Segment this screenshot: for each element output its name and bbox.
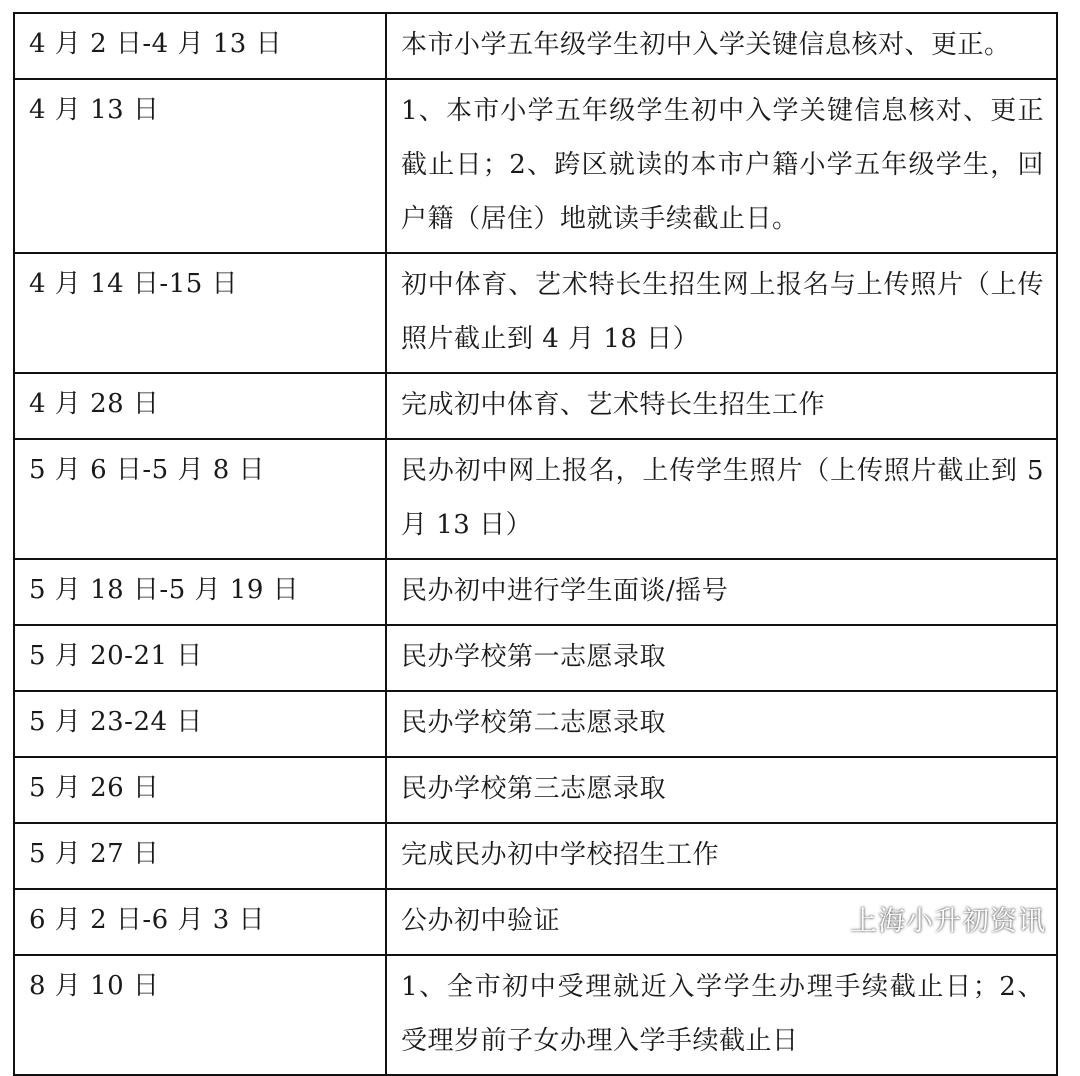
table-row	[14, 691, 1057, 757]
table-row	[14, 373, 1057, 439]
event-cell: 本市小学五年级学生初中入学关键信息核对、更正。	[386, 13, 1057, 79]
event-cell: 公办初中验证	[386, 889, 1057, 955]
wechat-icon	[806, 903, 842, 933]
event-cell: 民办初中进行学生面谈/摇号	[386, 559, 1057, 625]
date-cell: 6 月 2 日-6 月 3 日	[14, 889, 386, 955]
event-cell: 民办初中网上报名，上传学生照片（上传照片截止到 5 月 13 日）	[386, 439, 1057, 559]
table-row	[14, 439, 1057, 559]
event-cell: 1、本市小学五年级学生初中入学关键信息核对、更正截止日；2、跨区就读的本市户籍小学五年级学生，回户籍（居住）地就读手续截止日。	[386, 79, 1057, 253]
date-cell: 4 月 28 日	[14, 373, 386, 439]
date-cell: 5 月 26 日	[14, 757, 386, 823]
date-cell: 4 月 14 日-15 日	[14, 253, 386, 373]
table-row	[14, 955, 1057, 1075]
event-cell: 民办学校第一志愿录取	[386, 625, 1057, 691]
table-row	[14, 823, 1057, 889]
event-cell: 民办学校第三志愿录取	[386, 757, 1057, 823]
date-cell: 5 月 18 日-5 月 19 日	[14, 559, 386, 625]
table-row	[14, 625, 1057, 691]
table-row	[14, 559, 1057, 625]
event-cell: 初中体育、艺术特长生招生网上报名与上传照片（上传照片截止到 4 月 18 日）	[386, 253, 1057, 373]
table-row	[14, 13, 1057, 79]
table-row	[14, 79, 1057, 253]
date-cell: 4 月 13 日	[14, 79, 386, 253]
date-cell: 5 月 6 日-5 月 8 日	[14, 439, 386, 559]
event-cell: 完成初中体育、艺术特长生招生工作	[386, 373, 1057, 439]
date-cell: 4 月 2 日-4 月 13 日	[14, 13, 386, 79]
date-cell: 8 月 10 日	[14, 955, 386, 1075]
watermark	[802, 898, 1050, 938]
date-cell: 5 月 20-21 日	[14, 625, 386, 691]
date-cell: 5 月 23-24 日	[14, 691, 386, 757]
table-row	[14, 253, 1057, 373]
date-cell: 5 月 27 日	[14, 823, 386, 889]
event-cell: 1、全市初中受理就近入学学生办理手续截止日；2、受理岁前子女办理入学手续截止日	[386, 955, 1057, 1075]
table-row	[14, 757, 1057, 823]
event-cell: 完成民办初中学校招生工作	[386, 823, 1057, 889]
event-cell: 民办学校第二志愿录取	[386, 691, 1057, 757]
watermark-text: 上海小升初资讯	[850, 905, 1046, 937]
